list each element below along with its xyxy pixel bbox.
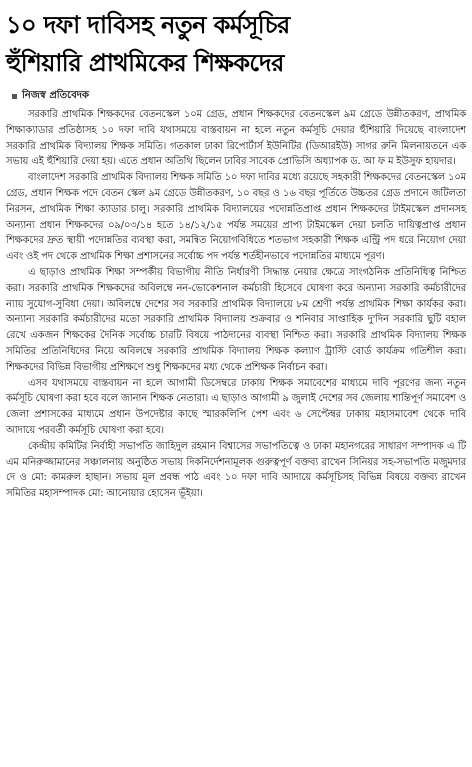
article-body <box>6 107 466 502</box>
paragraph: বাংলাদেশ সরকারি প্রাথমিক বিদ্যালয় শিক্ষক সমিতি ১০ দফা দাবির মধ্যে রয়েছে সহকারী শিক্ষকদের বেতনস্কেল ১০ম গ্রেড, প্রধান শিক্ষক পদে বেতন স্কেল ৯ম গ্রেডে উন্নীতকরণ, ১০ বছর ও ১৬ বছর পূর্তিতে উচ্চতর গ্রেড প্রদানে জটিলতা নিরসন, প্রাথমিক শিক্ষা ক্যাডার চালু। সরকারি প্রাথমিক বিদ্যালয়ের পদোন্নতিপ্রাপ্ত প্রধান শিক্ষকদের টাইমস্কেল প্রদানসহ অন্যান্য প্রধান শিক্ষকদের ০৯/০৩/১৪ হতে ১৪/১২/১৫ পর্যন্ত সময়ের প্রাপ্য টাইমস্কেল দেয়া চলতি দায়িত্বপ্রাপ্ত প্রধান শিক্ষকদের দ্রুত স্থায়ী পদোন্নতির ব্যবস্থা করা, সমন্বিত নিয়োগবিধিতে শতভাগ সহকারী শিক্ষক এন্ট্রি পদ ধরে নিয়োগ দেয়া এবং ওই পদ থেকে প্রাথমিক শিক্ষা প্রশাসনের সর্বোচ্চ পদ পর্যন্ত শর্তহীনভাবে পদোন্নতির মাধ্যমে পূরণ। <box>6 172 466 263</box>
headline-line-1: ১০ দফা দাবিসহ নতুন কর্মসূচির <box>6 11 290 39</box>
paragraph: এ ছাড়াও প্রাথমিক শিক্ষা সম্পর্কীয় বিভাগীয় নীতি নির্ধারণী সিদ্ধান্ত নেয়ার ক্ষেত্রে সাংগঠনিক প্রতিনিধিত্ব নিশ্চিত করা। সরকারি প্রাথমিক শিক্ষকদের অবিলম্বে নন-ভোকেশনাল কর্মচারী হিসেবে ঘোষণা করে অন্যান্য সরকারি কর্মচারীদের ন্যায় সুযোগ-সুবিধা দেয়া। অবিলম্বে দেশের সব সরকারি প্রাথমিক বিদ্যালয়ে ৮ম শ্রেণী পর্যন্ত প্রাথমিক শিক্ষা কার্যকর করা। অন্যান্য সরকারি কর্মচারীদের মতো সরকারি প্রাথমিক বিদ্যালয় শুক্রবার ও শনিবার সাপ্তাহিক দু'দিন সরকারি ছুটি বহাল রেখে একজন শিক্ষকের দৈনিক সর্বোচ্চ চারটি বিষয়ে পাঠদানের ব্যবস্থা নিশ্চিত করা। সরকারি প্রাথমিক বিদ্যালয় শিক্ষক সমিতির প্রতিনিধিদের নিয়ে অবিলম্বে সরকারি প্রাথমিক বিদ্যালয় শিক্ষক কল্যাণ ট্রাস্টি বোর্ড কার্যক্রম গতিশীল করা। শিক্ষকদের বিভিন্ন বিভাগীয় প্রশিক্ষণে শুধু শিক্ষকদের মধ্য থেকে প্রশিক্ষক নির্বাচন করা। <box>6 266 466 373</box>
paragraph: সরকারি প্রাথমিক শিক্ষকদের বেতনস্কেল ১০ম গ্রেড, প্রধান শিক্ষকদের বেতনস্কেল ৯ম গ্রেডে উন্নীতকরণ, প্রাথমিক শিক্ষাক্যাডার প্রতিষ্ঠাসহ ১০ দফা দাবি যথাসময়ে বাস্তবায়ন না হলে নতুন কর্মসূচি দেয়ার হুঁশিয়ারি দিয়েছে বাংলাদেশ সরকারি প্রাথমিক বিদ্যালয় শিক্ষক সমিতি। গতকাল ঢাকা রিপোর্টার্স ইউনিটির (ডিআরইউ) সাগর রুনি মিলনায়তনে এক সভায় এই হুঁশিয়ারি দেয়া হয়। এতে প্রধান অতিথি ছিলেন ঢাবির সাবেক প্রোভিসি অধ্যাপক ড. আ ফ ম ইউসুফ হায়দার। <box>6 109 466 168</box>
byline <box>12 88 466 105</box>
headline-line-2: হুঁশিয়ারি প্রাথমিকের শিক্ষকদের <box>6 49 284 77</box>
byline-text: নিজস্ব প্রতিবেদক <box>22 90 90 101</box>
paragraph: এসব যথাসময়ে বাস্তবায়ন না হলে আগামী ডিসেম্বরে ঢাকায় শিক্ষক সমাবেশের মাধ্যমে দাবি পূরণের জন্য নতুন কর্মসূচি ঘোষণা করা হবে বলে জানান শিক্ষক নেতারা। এ ছাড়াও আগামী ৯ জুলাই দেশের সব জেলায় শান্তিপূর্ণ সমাবেশ ও জেলা প্রশাসকের মাধ্যমে প্রধান উপদেষ্টার কাছে স্মারকলিপি পেশ এবং ৬ সেপ্টেম্বর ঢাকায় মহাসমাবেশ থেকে দাবি আদায়ে পরবর্তী কর্মসূচি ঘোষণা করা হবে। <box>6 377 466 436</box>
paragraph: কেন্দ্রীয় কমিটির নির্বাহী সভাপতি জাহিদুল রহমান বিশ্বাসের সভাপতিত্বে ও ঢাকা মহানগরের সাধারণ সম্পাদক এ টি এম মনিরুজ্জামানের সঞ্চালনায় অনুষ্ঠিত সভায় দিকনির্দেশনামূলক গুরুত্বপূর্ণ বক্তব্য রাখেন সিনিয়র সহ-সভাপতি মজুমদার দে ও মো: কামরুল হাছান। সভায় মূল প্রবন্ধ পাঠ এবং ১০ দফা দাবি আদায়ে কর্মসূচিসহ বিভিন্ন বিষয়ে বক্তব্য রাখেন সমিতির মহাসম্পাদক মো: আনোয়ার হোসেন ভূঁইয়া। <box>6 440 466 500</box>
headline <box>6 0 466 82</box>
byline-bullet-icon <box>12 94 17 99</box>
